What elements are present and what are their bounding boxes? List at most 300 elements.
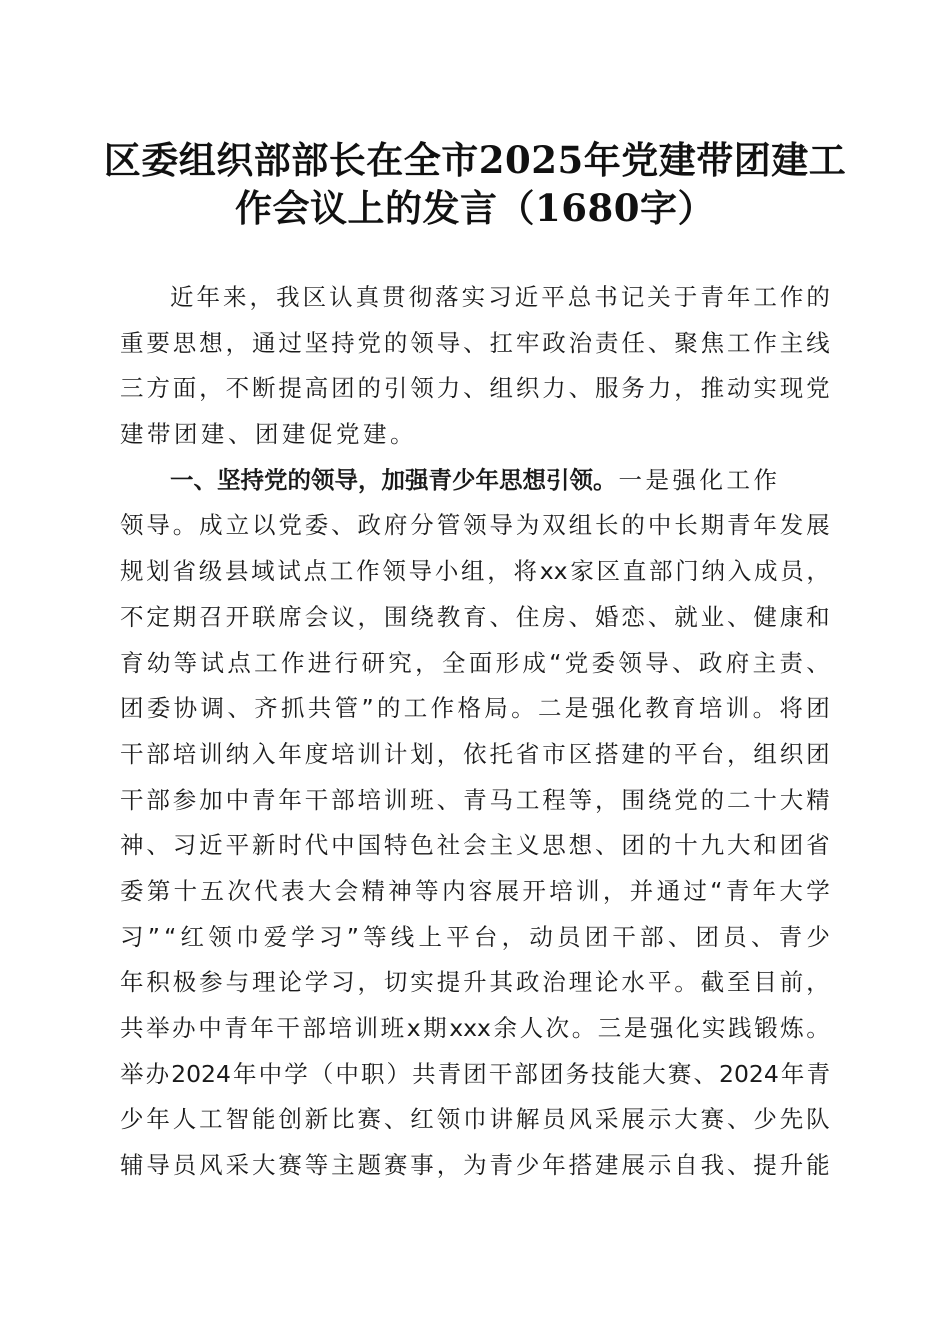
glyph: 促 — [309, 420, 336, 449]
glyph: 培 — [357, 785, 382, 814]
glyph: “ — [710, 876, 723, 905]
glyph: 年 — [278, 785, 302, 814]
glyph: 青 — [725, 876, 750, 905]
glyph: 规 — [120, 557, 144, 586]
glyph: 青 — [778, 922, 803, 951]
glyph: 党 — [674, 785, 698, 814]
glyph: 十 — [753, 785, 777, 814]
glyph: 赛 — [667, 1059, 692, 1088]
glyph: 划 — [146, 557, 170, 586]
glyph: 参 — [172, 785, 197, 814]
glyph: 班 — [380, 1014, 405, 1042]
glyph: 期 — [172, 602, 197, 631]
glyph: 社 — [436, 831, 461, 860]
glyph: 全 — [441, 648, 466, 677]
glyph: 团 — [174, 420, 201, 449]
glyph: 省 — [515, 739, 540, 768]
glyph: 并 — [629, 876, 654, 905]
paragraph-2-line-16 — [120, 1143, 830, 1189]
paragraph-2-line-15 — [120, 1097, 830, 1143]
glyph: 织 — [779, 739, 804, 768]
glyph: 的 — [700, 785, 725, 814]
glyph: 推 — [700, 374, 725, 403]
glyph: 三 — [597, 1014, 622, 1042]
glyph: 动 — [529, 922, 553, 951]
glyph: ， — [249, 283, 274, 311]
glyph: 为 — [463, 1151, 487, 1180]
glyph: 不 — [225, 374, 250, 403]
title-line-1: 区委组织部部长在全市2025年党建带团建工 — [103, 138, 847, 182]
glyph: 坚 — [304, 328, 329, 357]
glyph: 我 — [276, 283, 300, 311]
glyph: 赛 — [278, 1151, 302, 1180]
glyph: 青 — [726, 511, 751, 540]
glyph: 共 — [120, 1014, 144, 1042]
glyph: ， — [487, 557, 511, 586]
glyph: 、 — [146, 831, 170, 860]
glyph: 台 — [700, 739, 725, 768]
glyph: 小 — [434, 557, 459, 586]
glyph: 国 — [357, 831, 382, 860]
glyph: 年 — [196, 283, 221, 311]
glyph: 等 — [415, 876, 439, 905]
glyph: 至 — [726, 968, 751, 997]
glyph: 持 — [331, 328, 355, 357]
glyph: 十 — [674, 831, 698, 860]
glyph: 围 — [383, 602, 408, 631]
glyph: 中 — [198, 1014, 222, 1042]
glyph: 风 — [568, 1105, 593, 1134]
glyph: xxx — [449, 1014, 491, 1042]
glyph: 务 — [565, 1059, 590, 1088]
glyph: 、 — [227, 694, 251, 723]
glyph: 力 — [436, 374, 461, 403]
glyph: 化 — [618, 694, 642, 723]
glyph: 青 — [489, 1151, 513, 1180]
glyph: 三 — [120, 374, 144, 403]
glyph: 。 — [172, 511, 197, 540]
paragraph-2-line-8 — [120, 778, 830, 824]
glyph: 幼 — [146, 648, 171, 677]
glyph: 近 — [170, 283, 194, 311]
glyph: 部 — [331, 785, 355, 814]
glyph: 神 — [388, 876, 412, 905]
glyph: 纳 — [225, 739, 250, 768]
glyph: 能 — [251, 1105, 276, 1134]
glyph: 作 — [430, 694, 455, 723]
glyph: “ — [164, 922, 177, 951]
glyph: 期 — [700, 511, 725, 540]
glyph: ， — [674, 374, 698, 403]
glyph: ” — [361, 694, 374, 723]
glyph: 思 — [172, 328, 197, 357]
glyph: 员 — [172, 1151, 197, 1180]
glyph: 年 — [753, 511, 777, 540]
glyph: 台 — [473, 922, 498, 951]
glyph: 习 — [172, 831, 197, 860]
glyph: 部 — [514, 1059, 538, 1088]
glyph: 管 — [334, 694, 359, 723]
glyph: 时 — [278, 831, 302, 860]
glyph: ， — [357, 602, 382, 631]
glyph: 。 — [511, 694, 535, 723]
paragraph-2-line-10 — [120, 869, 830, 915]
glyph: 调 — [200, 694, 224, 723]
glyph: 召 — [199, 602, 223, 631]
glyph: 训 — [354, 1014, 379, 1042]
glyph: 赛 — [357, 1105, 382, 1134]
glyph: 务 — [621, 374, 645, 403]
glyph: 程 — [542, 785, 566, 814]
glyph: 少 — [515, 1151, 540, 1180]
glyph: 围 — [621, 785, 645, 814]
glyph: 目 — [753, 968, 777, 997]
glyph: ， — [436, 1151, 461, 1180]
glyph: ， — [357, 968, 382, 997]
glyph: 区 — [596, 557, 621, 586]
glyph: 主 — [779, 328, 804, 357]
glyph: 义 — [515, 831, 540, 860]
glyph: 导 — [645, 648, 669, 677]
glyph: 力 — [647, 374, 672, 403]
glyph: 升 — [779, 1151, 804, 1180]
glyph: 级 — [198, 557, 223, 586]
glyph: 极 — [172, 968, 197, 997]
glyph: 扛 — [489, 328, 513, 357]
glyph: 党 — [336, 420, 363, 449]
glyph: 年 — [780, 1059, 805, 1088]
glyph: 政 — [698, 648, 723, 677]
glyph: ” — [147, 922, 160, 951]
glyph: 托 — [489, 739, 513, 768]
glyph: 2024 — [171, 1059, 231, 1088]
glyph: 以 — [251, 511, 276, 540]
glyph: 红 — [410, 1105, 434, 1134]
glyph: 纳 — [701, 557, 725, 586]
glyph: 形 — [495, 648, 520, 677]
glyph: 齐 — [254, 694, 278, 723]
glyph: 员 — [723, 922, 747, 951]
glyph: “ — [549, 648, 562, 677]
glyph: 建 — [363, 420, 390, 449]
glyph: 展 — [621, 1151, 645, 1180]
glyph: 水 — [621, 968, 645, 997]
glyph: 绕 — [647, 785, 672, 814]
glyph: 理 — [251, 968, 276, 997]
glyph: 导 — [408, 557, 433, 586]
glyph: 干 — [120, 785, 144, 814]
glyph: 表 — [280, 876, 305, 905]
glyph: 不 — [120, 602, 144, 631]
glyph: 2024 — [719, 1059, 779, 1088]
glyph: 领 — [463, 511, 487, 540]
glyph: 内 — [441, 876, 466, 905]
glyph: x — [406, 1014, 421, 1042]
glyph: 员 — [542, 1105, 566, 1134]
glyph: 事 — [410, 1151, 434, 1180]
glyph: 新 — [304, 1105, 329, 1134]
glyph: 大 — [779, 876, 803, 905]
glyph: 面 — [468, 648, 493, 677]
glyph: 高 — [304, 374, 329, 403]
glyph: 带 — [147, 420, 174, 449]
glyph: ， — [806, 557, 830, 586]
glyph: 理 — [568, 968, 593, 997]
glyph: 工 — [515, 785, 540, 814]
glyph: 精 — [806, 785, 830, 814]
glyph: 辅 — [120, 1151, 144, 1180]
glyph: 试 — [200, 648, 224, 677]
glyph: （ — [309, 1059, 334, 1088]
glyph: 试 — [277, 557, 301, 586]
glyph: 是 — [623, 1014, 648, 1042]
glyph: 巾 — [235, 922, 260, 951]
glyph: 共 — [307, 694, 332, 723]
glyph: 的 — [376, 694, 401, 723]
glyph: 代 — [254, 876, 278, 905]
glyph: 年 — [542, 1151, 566, 1180]
glyph: 炼 — [780, 1014, 804, 1042]
glyph: 团 — [584, 922, 609, 951]
glyph: ， — [595, 785, 619, 814]
glyph: 依 — [463, 739, 487, 768]
glyph: 的 — [357, 374, 382, 403]
glyph: 会 — [304, 602, 329, 631]
glyph: 领 — [410, 328, 434, 357]
glyph: 成 — [753, 557, 778, 586]
glyph: 示 — [647, 1105, 672, 1134]
glyph: 总 — [567, 283, 592, 311]
glyph: 培 — [698, 694, 723, 723]
section-heading-followup: 一是强化工作 — [618, 465, 781, 494]
glyph: 大 — [779, 785, 804, 814]
glyph: 线 — [806, 328, 830, 357]
glyph: 点 — [227, 648, 251, 677]
glyph: 、 — [726, 602, 751, 631]
glyph: 的 — [621, 511, 645, 540]
glyph: 办 — [172, 1014, 196, 1042]
glyph: 办 — [145, 1059, 170, 1088]
glyph: 培 — [331, 739, 355, 768]
glyph: 习 — [488, 283, 512, 311]
glyph: 成 — [199, 511, 223, 540]
glyph: 领 — [208, 922, 232, 951]
glyph: 作 — [779, 283, 804, 311]
glyph: 双 — [542, 511, 566, 540]
glyph: 训 — [725, 694, 750, 723]
glyph: 的 — [647, 739, 672, 768]
glyph: 大 — [674, 1105, 698, 1134]
glyph: 委 — [304, 511, 329, 540]
glyph: 工 — [329, 557, 354, 586]
glyph: 格 — [457, 694, 481, 723]
glyph: 中 — [225, 785, 250, 814]
glyph: 。 — [674, 968, 698, 997]
glyph: 开 — [522, 876, 546, 905]
glyph: 色 — [410, 831, 434, 860]
glyph: 实 — [753, 374, 777, 403]
glyph: 题 — [357, 1151, 382, 1180]
glyph: 讲 — [489, 1105, 513, 1134]
glyph: 少 — [753, 1105, 777, 1134]
glyph: 和 — [753, 831, 777, 860]
glyph: 解 — [515, 1105, 540, 1134]
glyph: 省 — [172, 557, 196, 586]
glyph: 我 — [700, 1151, 725, 1180]
glyph: 彻 — [408, 283, 433, 311]
glyph: 培 — [328, 1014, 352, 1042]
glyph: 门 — [675, 557, 699, 586]
glyph: 学 — [304, 968, 329, 997]
glyph: 切 — [383, 968, 408, 997]
glyph: 主 — [489, 831, 513, 860]
glyph: 入 — [727, 557, 752, 586]
glyph: 锻 — [754, 1014, 778, 1042]
glyph: 搭 — [595, 739, 619, 768]
glyph: 作 — [280, 648, 305, 677]
glyph: 会 — [463, 831, 487, 860]
glyph: 现 — [779, 374, 804, 403]
glyph: 联 — [251, 602, 276, 631]
paragraph-2-line-3 — [120, 549, 830, 595]
glyph: 特 — [383, 831, 408, 860]
glyph: 、 — [726, 1151, 751, 1180]
glyph: 神 — [120, 831, 144, 860]
glyph: 团 — [695, 922, 720, 951]
glyph: 通 — [251, 328, 276, 357]
glyph: 组 — [568, 511, 593, 540]
glyph: 青 — [224, 1014, 248, 1042]
glyph: 大 — [726, 831, 751, 860]
glyph: 真 — [355, 283, 380, 311]
glyph: 度 — [304, 739, 329, 768]
glyph: 工 — [726, 328, 751, 357]
glyph: 训 — [576, 876, 600, 905]
glyph: 训 — [383, 785, 408, 814]
glyph: 、 — [647, 602, 672, 631]
glyph: ， — [806, 968, 830, 997]
glyph: 中 — [258, 1059, 283, 1088]
glyph: 干 — [120, 739, 144, 768]
glyph: 政 — [515, 968, 540, 997]
glyph: ， — [436, 739, 461, 768]
glyph: 积 — [146, 968, 170, 997]
glyph: 风 — [199, 1151, 223, 1180]
glyph: 是 — [564, 694, 589, 723]
glyph: 健 — [753, 602, 777, 631]
glyph: ， — [501, 922, 526, 951]
glyph: 市 — [542, 739, 566, 768]
glyph: 进 — [307, 648, 332, 677]
glyph: 队 — [806, 1105, 830, 1134]
glyph: 团 — [779, 831, 804, 860]
glyph: 区 — [302, 283, 327, 311]
glyph: 团 — [621, 831, 645, 860]
glyph: 提 — [278, 374, 302, 403]
glyph: 平 — [446, 922, 470, 951]
glyph: 九 — [700, 831, 725, 860]
glyph: 年 — [120, 968, 144, 997]
paragraph-2-line-2 — [120, 503, 830, 549]
glyph: 平 — [647, 968, 672, 997]
glyph: 举 — [146, 1014, 170, 1042]
paragraph-2-line-13 — [120, 1006, 830, 1052]
glyph: 举 — [120, 1059, 144, 1088]
glyph: 的 — [806, 283, 830, 311]
glyph: 导 — [436, 328, 461, 357]
glyph: 导 — [489, 511, 513, 540]
glyph: 习 — [331, 968, 355, 997]
glyph: 、 — [463, 328, 487, 357]
glyph: 智 — [225, 1105, 250, 1134]
glyph: xx — [539, 557, 568, 586]
glyph: 聚 — [674, 328, 698, 357]
glyph: 究 — [388, 648, 412, 677]
glyph: 立 — [225, 511, 250, 540]
glyph: 先 — [779, 1105, 804, 1134]
glyph: 织 — [515, 374, 540, 403]
glyph: 年 — [233, 1059, 257, 1088]
document-title — [100, 136, 850, 232]
paragraph-2-line-7 — [120, 732, 830, 778]
glyph: 认 — [329, 283, 353, 311]
paragraph-1-line-2 — [120, 321, 830, 367]
glyph: 展 — [621, 1105, 645, 1134]
glyph: 领 — [410, 374, 434, 403]
glyph: 践 — [728, 1014, 752, 1042]
glyph: 其 — [489, 968, 513, 997]
glyph: 牢 — [515, 328, 540, 357]
glyph: 恋 — [621, 602, 645, 631]
glyph: 中 — [647, 511, 672, 540]
glyph: 工 — [199, 1105, 223, 1134]
glyph: 定 — [146, 602, 170, 631]
glyph: 成 — [522, 648, 546, 677]
glyph: 上 — [418, 922, 442, 951]
glyph: 组 — [489, 374, 513, 403]
glyph: 、 — [228, 420, 255, 449]
glyph: 会 — [334, 876, 359, 905]
glyph: 重 — [120, 328, 144, 357]
glyph: 落 — [435, 283, 459, 311]
glyph: 班 — [410, 785, 434, 814]
glyph: 自 — [674, 1151, 698, 1180]
glyph: 作 — [356, 557, 380, 586]
glyph: 赛 — [700, 1105, 725, 1134]
glyph: 绕 — [410, 602, 434, 631]
glyph: 赛 — [383, 1151, 408, 1180]
glyph: 家 — [570, 557, 594, 586]
glyph: 、 — [667, 922, 692, 951]
glyph: 训 — [357, 739, 382, 768]
glyph: 政 — [542, 328, 566, 357]
glyph: 团 — [331, 374, 355, 403]
glyph: 领 — [436, 1105, 461, 1134]
glyph: 发 — [779, 511, 804, 540]
glyph: 中 — [335, 1059, 359, 1088]
glyph: 容 — [468, 876, 493, 905]
glyph: 、 — [647, 328, 672, 357]
glyph: 展 — [806, 511, 830, 540]
glyph: 分 — [410, 511, 434, 540]
glyph: 等 — [173, 648, 198, 677]
glyph: 。 — [806, 1014, 830, 1042]
glyph: 领 — [618, 648, 642, 677]
glyph: 计 — [383, 739, 408, 768]
glyph: 学 — [806, 876, 830, 905]
glyph: 十 — [173, 876, 198, 905]
glyph: 部 — [302, 1014, 326, 1042]
